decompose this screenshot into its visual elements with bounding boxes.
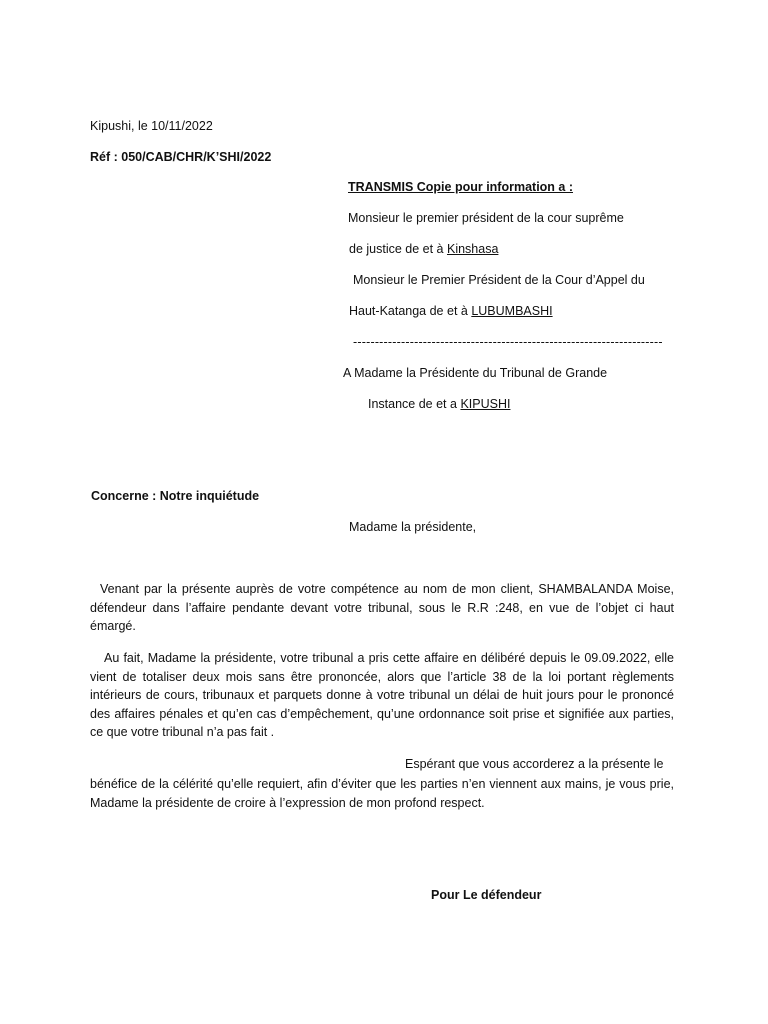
recipient-line-2-prefix: Instance de et a	[368, 397, 461, 411]
body-paragraph-2: Au fait, Madame la présidente, votre tribunal a pris cette affaire en délibéré depuis le 09.09.2022, elle vient de totaliser deux mois sans être prononcée, alors que l’article 38 de la loi portant règlements intérieurs de cours, tribunaux et parquets donne à votre tribunal un délai de huit jours pour le prononcé des affaires pénales et qu’en cas d’empêchement, qu’une ordonnance soit prise et signifiée aux parties, ce que votre tribunal n’a pas fait .	[90, 651, 674, 739]
transmis-line-4-prefix: Haut-Katanga de et à	[349, 304, 472, 318]
transmis-line-4	[349, 303, 553, 319]
separator-line: -----------------------------------------------------------------------	[353, 335, 663, 349]
reference-number: Réf : 050/CAB/CHR/K’SHI/2022	[90, 150, 272, 164]
city-kipushi: KIPUSHI	[460, 397, 511, 411]
transmis-line-1: Monsieur le premier président de la cour suprême	[348, 211, 624, 225]
recipient-line-2	[368, 396, 510, 412]
transmis-title: TRANSMIS Copie pour information a :	[348, 180, 573, 194]
transmis-line-2-prefix: de justice de et à	[349, 242, 447, 256]
body-paragraph-3-rest: bénéfice de la célérité qu’elle requiert, afin d’éviter que les parties n’en viennent aux mains, je vous prie, Madame la présidente de croire à l’expression de mon profond respect.	[90, 777, 674, 810]
recipient-line-1: A Madame la Présidente du Tribunal de Grande	[343, 366, 608, 380]
body-paragraph-3-first-line: Espérant que vous accorderez a la présente le	[405, 757, 664, 771]
salutation: Madame la présidente,	[349, 520, 477, 534]
body-paragraph-1: Venant par la présente auprès de votre compétence au nom de mon client, SHAMBALANDA Moise, défendeur dans l’affaire pendante devant votre tribunal, sous le R.R :248, en vue de l’objet ci haut émargé.	[90, 582, 674, 633]
city-kinshasa: Kinshasa	[446, 242, 499, 256]
transmis-line-2	[349, 241, 498, 257]
city-lubumbashi: LUBUMBASHI	[471, 304, 553, 318]
transmis-line-3: Monsieur le Premier Président de la Cour d’Appel du	[353, 273, 645, 287]
signature-line: Pour Le défendeur	[431, 888, 542, 902]
place-date: Kipushi, le 10/11/2022	[90, 119, 213, 133]
subject-line: Concerne : Notre inquiétude	[91, 489, 260, 503]
